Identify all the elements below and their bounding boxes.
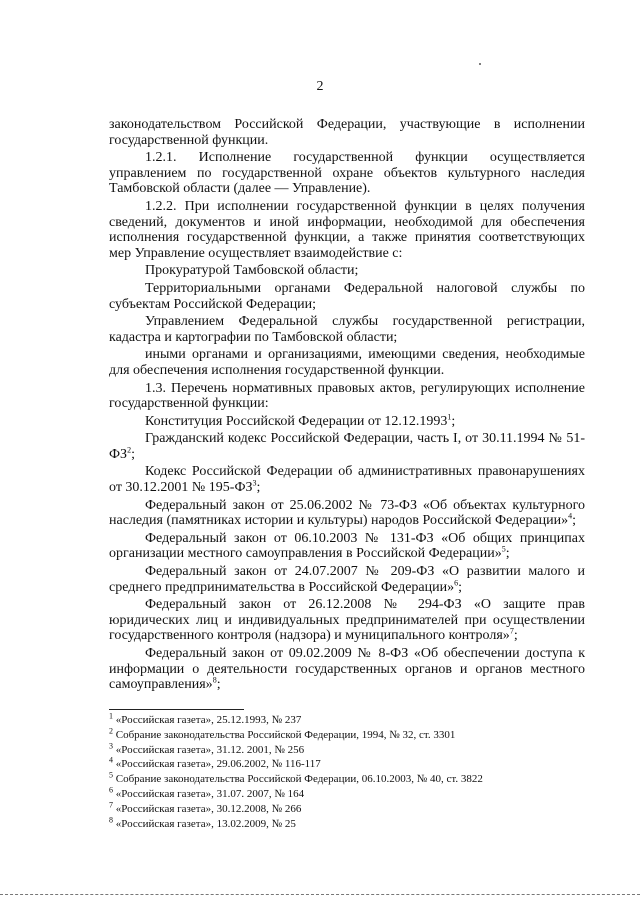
footnote-text: Собрание законодательства Российской Федерации, 1994, № 32, ст. 3301 (113, 728, 456, 741)
paragraph-text: Федеральный закон от 25.06.2002 № 73-ФЗ «Об объектах культурного наследия (памятниках истории и культуры) народов Российской Федерации» (109, 497, 585, 529)
footnote-ref: 3 (252, 478, 257, 488)
footnote-ref: 6 (454, 577, 459, 587)
paragraph (109, 281, 585, 312)
page-number: 2 (316, 79, 324, 94)
paragraph-text: 1.3. Перечень нормативных правовых актов, регулирующих исполнение государственной функции: (109, 380, 585, 412)
paragraph (109, 531, 585, 562)
footnote (109, 772, 585, 787)
footnote-text: «Российская газета», 25.12.1993, № 237 (113, 714, 302, 726)
footnote (109, 802, 585, 817)
paragraph-text: 1.2.1. Исполнение государственной функции осуществляется управлением по государственной охране объектов культурного наследия Тамбовской области (далее — Управление). (109, 150, 585, 197)
footnote (109, 787, 585, 802)
footnote-text: «Российская газета», 31.07. 2007, № 164 (113, 787, 305, 800)
footnote-number: 2 (109, 726, 113, 736)
paragraph-tail: ; (131, 446, 135, 462)
footnote-ref: 7 (509, 626, 514, 636)
paragraph-tail: ; (216, 677, 221, 693)
paragraph-text: 1.2.2. При исполнении государственной функции в целях получения сведений, документов и иной информации, необходимой для обеспечения исполнения государственной функции, а также принятия соответствующих мер Управление осуществляет взаимодействие с: (109, 198, 585, 261)
paragraph-text: иными органами и организациями, имеющими сведения, необходимые для обеспечения исполнения государственной функции. (109, 347, 585, 378)
paragraph-text: Прокуратурой Тамбовской области; (145, 263, 359, 279)
footnote (109, 728, 585, 743)
footnote-number: 4 (109, 755, 113, 765)
footnote-number: 1 (109, 711, 113, 721)
footnote-number: 6 (109, 785, 113, 795)
footnote-ref: 5 (501, 544, 506, 554)
footnote-number: 7 (109, 800, 113, 810)
footnote-ref: 4 (568, 511, 573, 521)
paragraph (109, 150, 585, 197)
footnote-ref: 8 (212, 675, 217, 685)
paragraph (109, 314, 585, 345)
footnote-text: «Российская газета», 31.12. 2001, № 256 (113, 743, 305, 756)
paragraph (109, 199, 585, 261)
footnote-text: «Российская газета», 29.06.2002, № 116-117 (113, 758, 321, 771)
paragraph (109, 597, 585, 644)
footnote-ref: 2 (127, 445, 132, 455)
paragraph-tail: ; (451, 413, 456, 429)
paragraph (109, 347, 585, 378)
scan-speck (479, 63, 481, 65)
paragraph-tail: ; (458, 579, 462, 595)
footnote-text: «Российская газета», 13.02.2009, № 25 (113, 817, 296, 830)
footnotes (109, 713, 585, 831)
paragraph-tail: ; (572, 513, 577, 529)
footnote (109, 814, 585, 832)
footnote-ref: 1 (447, 412, 452, 422)
paragraph (109, 414, 585, 430)
footnote-number: 8 (109, 814, 113, 824)
paragraph-text: Федеральный закон от 06.10.2003 № 131-ФЗ «Об общих принципах организации местного самоуправления в Российской Федерации» (109, 530, 585, 562)
footnote-text: Собрание законодательства Российской Федерации, 06.10.2003, № 40, ст. 3822 (113, 773, 483, 786)
paragraph (109, 117, 585, 148)
paragraph-tail: ; (513, 628, 518, 644)
paragraph (109, 263, 585, 279)
paragraph (109, 498, 585, 529)
footnote (109, 713, 585, 728)
paragraph-text: Гражданский кодекс Российской Федерации, часть I, от 30.11.1994 № 51-ФЗ (109, 431, 585, 462)
paragraph-text: Управлением Федеральной службы государственной регистрации, кадастра и картографии по Тамбовской области; (109, 314, 585, 345)
paragraph-text: Федеральный закон от 24.07.2007 № 209-ФЗ «О развитии малого и среднего предпринимательства в Российской Федерации» (109, 564, 585, 595)
paragraph (109, 464, 585, 495)
paragraph-text: Конституция Российской Федерации от 12.12.1993 (145, 413, 448, 429)
footnote-number: 3 (109, 740, 113, 750)
paragraph (109, 564, 585, 595)
footnote (109, 757, 585, 772)
footnote (109, 740, 585, 758)
page-bottom-edge (0, 894, 640, 895)
paragraph-text: Кодекс Российской Федерации об административных правонарушениях от 30.12.2001 № 195-ФЗ (109, 464, 585, 496)
paragraph-text: законодательством Российской Федерации, участвующие в исполнении государственной функции. (109, 117, 585, 148)
paragraph (109, 431, 585, 462)
paragraph-text: Федеральный закон от 26.12.2008 № 294-ФЗ «О защите прав юридических лиц и индивидуальных предпринимателей при осуществлении государственного контроля (надзора) и муниципального контроля» (109, 597, 585, 644)
paragraph-text: Федеральный закон от 09.02.2009 № 8-ФЗ «Об обеспечении доступа к информации о деятельности государственных органов и органов местного самоуправления» (109, 646, 585, 693)
paragraph-text: Территориальными органами Федеральной налоговой службы по субъектам Российской Федерации; (109, 280, 585, 312)
paragraph (109, 646, 585, 693)
footnote-text: «Российская газета», 30.12.2008, № 266 (113, 802, 302, 815)
document-body (109, 117, 585, 695)
footnote-number: 5 (109, 770, 113, 780)
paragraph-tail: ; (256, 480, 261, 496)
footnote-separator (109, 709, 244, 710)
paragraph-tail: ; (505, 546, 510, 562)
paragraph (109, 381, 585, 412)
